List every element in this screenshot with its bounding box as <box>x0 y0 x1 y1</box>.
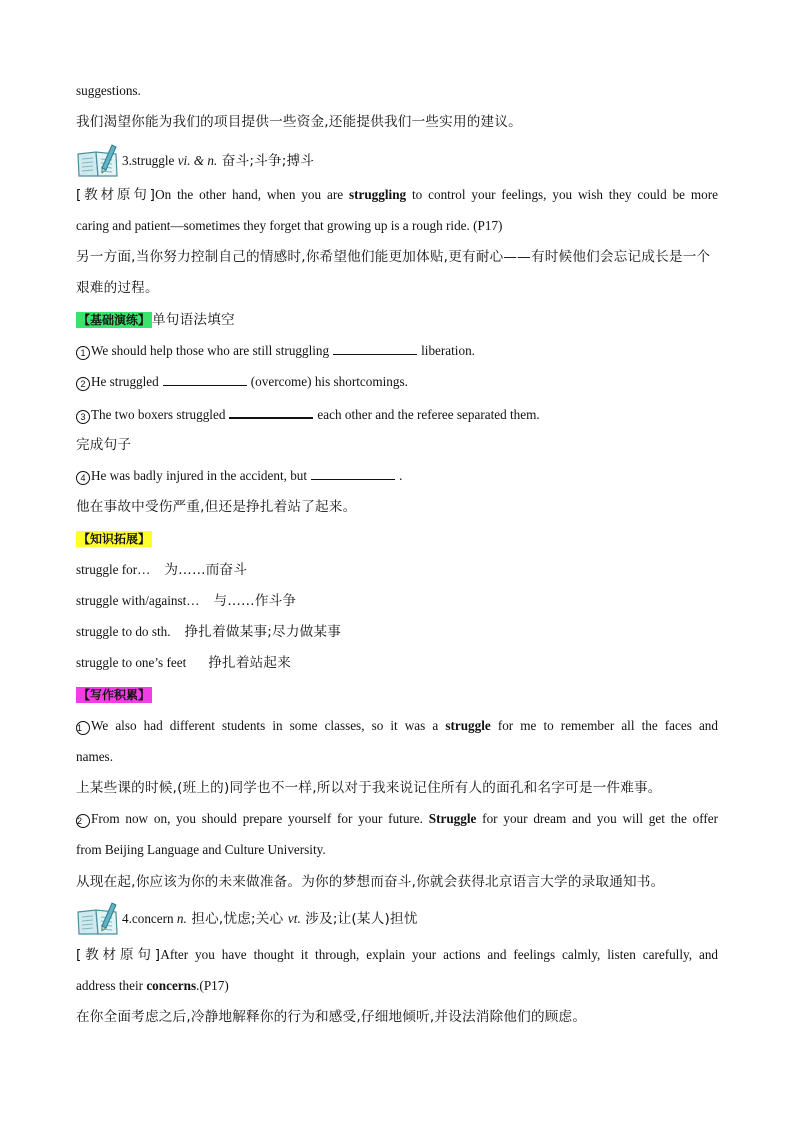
expand-heading <box>76 530 718 548</box>
writing-example-2-line-2: from Beijing Language and Culture University. <box>76 842 326 857</box>
intro-chinese: 我们渴望你能为我们的项目提供一些资金,还能提供我们一些实用的建议。 <box>76 114 522 130</box>
answer-blank-2[interactable] <box>163 373 247 386</box>
exercise-4: 4 He was badly injured in the accident, but . <box>76 467 718 485</box>
book-pencil-icon <box>76 900 120 936</box>
item-4-title: 4.concern n. 担心,忧虑;关心 vt. 涉及;让(某人)担忧 <box>122 911 418 927</box>
practice-tag: 【基础演练】 <box>78 313 151 327</box>
item-3-translation-2: 艰难的过程。 <box>76 280 159 296</box>
item-3-source-line-2: caring and patient—sometimes they forget that growing up is a rough ride. (P17) <box>76 218 503 233</box>
writing-heading <box>76 686 718 704</box>
item-3-source-line-1: [教材原句]On the other hand, when you are struggling to control your feelings, you wish they could be more <box>76 187 718 203</box>
writing-example-2-line-1: 2 From now on, you should prepare yourself for your future. Struggle for your dream and you will get the offer <box>77 811 718 826</box>
writing-example-1-line-1: 1 We also had different students in some classes, so it was a struggle for me to remember all the faces and <box>77 718 718 733</box>
phrase-item: struggle to one’s feet 挣扎着站起来 <box>76 655 291 671</box>
phrase-item: struggle for… 为……而奋斗 <box>76 562 248 578</box>
answer-blank-1[interactable] <box>333 342 417 355</box>
item-3-header <box>76 142 718 178</box>
intro-english: suggestions. <box>76 83 141 98</box>
exercise-2: 2 He struggled (overcome) his shortcomings. <box>76 373 718 391</box>
phrase-item: struggle with/against… 与……作斗争 <box>76 593 297 609</box>
exercise-1: 1 We should help those who are still struggling liberation. <box>76 342 718 360</box>
book-pencil-icon <box>76 142 120 178</box>
exercise-3: 3 The two boxers struggled each other and the referee separated them. <box>76 405 718 424</box>
writing-tag: 【写作积累】 <box>78 688 151 702</box>
item-4-source-line-1: [教材原句]After you have thought it through, explain your actions and feelings calmly, listen carefully, and <box>76 947 719 963</box>
exercise-4-chinese: 他在事故中受伤严重,但还是挣扎着站了起来。 <box>76 499 357 515</box>
item-4-source-line-2: address their concerns.(P17) <box>76 978 229 993</box>
phrase-item: struggle to do sth. 挣扎着做某事;尽力做某事 <box>76 624 342 640</box>
item-4-translation: 在你全面考虑之后,冷静地解释你的行为和感受,仔细地倾听,并设法消除他们的顾虑。 <box>76 1009 587 1025</box>
expand-tag: 【知识拓展】 <box>78 532 151 546</box>
writing-example-1-line-2: names. <box>76 749 113 764</box>
writing-example-1-chinese: 上某些课的时候,(班上的)同学也不一样,所以对于我来说记住所有人的面孔和名字可是一件难事。 <box>76 780 662 796</box>
item-4-header <box>76 900 718 936</box>
practice-heading: 【基础演练】 单句语法填空 <box>78 312 235 328</box>
writing-example-2-chinese: 从现在起,你应该为你的未来做准备。为你的梦想而奋斗,你就会获得北京语言大学的录取通知书。 <box>76 874 665 890</box>
answer-blank-4[interactable] <box>311 467 395 480</box>
complete-sentence-heading: 完成句子 <box>76 437 132 453</box>
item-3-title: 3.struggle vi. & n. 奋斗;斗争;搏斗 <box>122 153 315 169</box>
item-3-translation-1: 另一方面,当你努力控制自己的情感时,你希望他们能更加体贴,更有耐心——有时候他们会忘记成长是一个 <box>76 249 711 265</box>
answer-blank-3[interactable] <box>229 405 313 419</box>
